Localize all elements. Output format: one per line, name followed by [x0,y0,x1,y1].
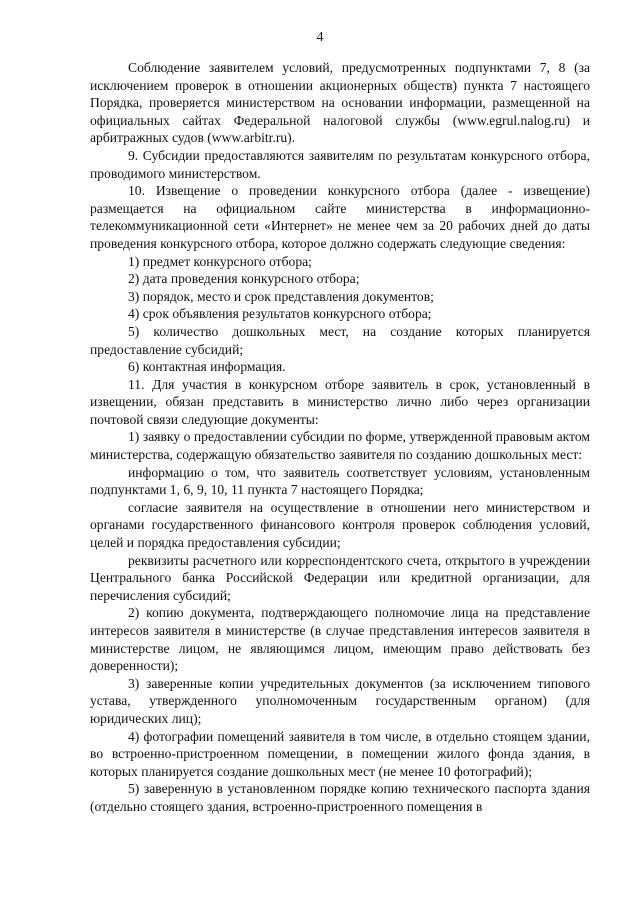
sub-item: реквизиты расчетного или корреспондентского счета, открытого в учреждении Центрального банка Российской Федерации или кредитной организации, для перечисления субсидий; [90,552,590,603]
paragraph-11: 11. Для участия в конкурсном отборе заявитель в срок, установленный в извещении, обязан представить в министерство лично либо через организации почтовой связи следующие документы: [90,376,590,427]
paragraph-verification: Соблюдение заявителем условий, предусмотренных подпунктами 7, 8 (за исключением проверок в отношении акционерных обществ) пункта 7 настоящего Порядка, проверяется министерством на основании информации, размещенной на официальных сайтах Федеральной налоговой службы (www.egrul.nalog.ru) и арбитражных судов (www.arbitr.ru). [90,60,590,146]
list-item: 3) порядок, место и срок представления документов; [128,288,434,304]
list-item: 6) контактная информация. [128,359,286,375]
sub-item: согласие заявителя на осуществление в отношении него министерством и органами государственного финансового контроля проверок соблюдения условий, целей и порядка предоставления субсидии; [90,499,590,551]
list-item: 4) фотографии помещений заявителя в том числе, в отдельно стоящем здании, во встроенно-пристроенном помещении, в помещении жилого фонда здания, в которых планируется создание дошкольных мест (не менее 10 фотографий); [90,728,590,779]
paragraph-9: 9. Субсидии предоставляются заявителям по результатам конкурсного отбора, проводимого министерством. [90,147,590,181]
sub-item: информацию о том, что заявитель соответствует условиям, установленным подпунктами 1, 6, 9, 10, 11 пункта 7 настоящего Порядка; [90,464,590,498]
list-item: 2) копию документа, подтверждающего полномочие лица на представление интересов заявителя в министерстве (в случае представления интересов заявителя в министерстве лицом, не являющимся лицом, имеющим право действовать без доверенности); [90,605,590,674]
list-item: 5) количество дошкольных мест, на создание которых планируется предоставление субсидий; [90,323,590,357]
list-item: 2) дата проведения конкурсного отбора; [128,271,360,287]
document-body [90,59,590,816]
paragraph-10: 10. Извещение о проведении конкурсного отбора (далее - извещение) размещается на официальном сайте министерства в информационно-телекоммуникационной сети «Интернет» не менее чем за 20 рабочих дней до даты проведения конкурсного отбора, которое должно содержать следующие сведения: [90,183,590,251]
list-item: 1) заявку о предоставлении субсидии по форме, утвержденной правовым актом министерства, содержащую обязательство заявителя по созданию дошкольных мест: [90,429,590,463]
list-item: 1) предмет конкурсного отбора; [128,253,312,269]
list-item: 3) заверенные копии учредительных документов (за исключением типового устава, утвержденного уполномоченным государственным органом) (для юридических лиц); [90,675,590,726]
list-item: 5) заверенную в установленном порядке копию технического паспорта здания (отдельно стоящего здания, встроенно-пристроенного помещения в [90,781,590,814]
page-number: 4 [316,30,324,45]
list-item: 4) срок объявления результатов конкурсного отбора; [128,306,432,322]
